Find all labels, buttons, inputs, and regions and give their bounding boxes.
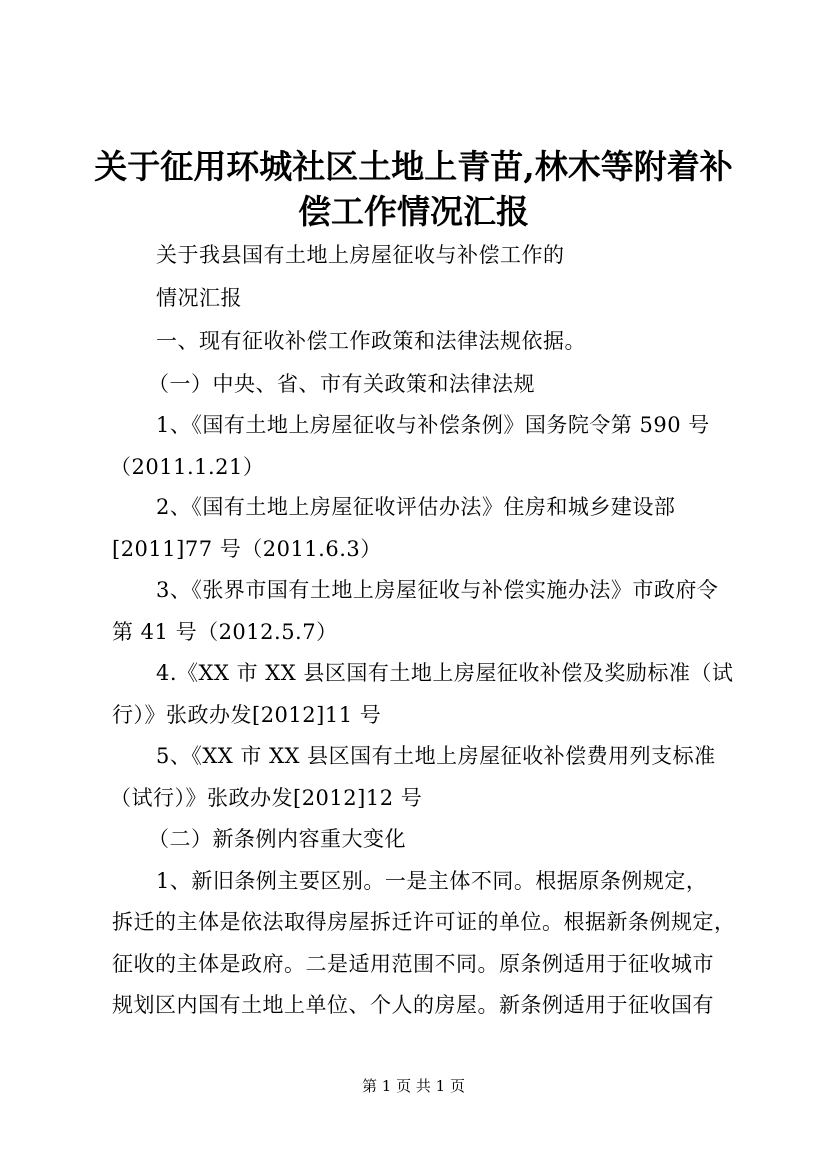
body-line-6: （2011.1.21）: [110, 455, 265, 479]
subsection-heading-1: （一）中央、省、市有关政策和法律法规: [148, 372, 535, 396]
body-line-7: 2、《国有土地上房屋征收评估办法》住房和城乡建设部: [156, 495, 676, 519]
body-line-19: 规划区内国有土地上单位、个人的房屋。新条例适用于征收国有: [112, 993, 714, 1017]
body-line-10: 第 41 号（2012.5.7）: [112, 620, 338, 644]
body-line-14: （试行）》张政办发[2012]12 号: [110, 786, 423, 810]
body-line-12: 行）》张政办发[2012]11 号: [112, 703, 382, 727]
body-line-16: 1、新旧条例主要区别。一是主体不同。根据原条例规定，: [156, 869, 708, 893]
body-line-1: 关于我县国有土地上房屋征收与补偿工作的: [156, 243, 565, 267]
document-title-line-1: 关于征用环城社区土地上青苗,林木等附着补: [94, 147, 733, 186]
body-line-11: 4.《XX 市 XX 县区国有土地上房屋征收补偿及奖励标准（试: [156, 661, 734, 685]
section-heading-1: 一、现有征收补偿工作政策和法律法规依据。: [156, 329, 586, 353]
body-line-2: 情况汇报: [156, 286, 242, 310]
body-line-13: 5、《XX 市 XX 县区国有土地上房屋征收补偿费用列支标准: [156, 744, 716, 768]
body-line-18: 征收的主体是政府。二是适用范围不同。原条例适用于征收城市: [112, 952, 714, 976]
body-line-17: 拆迁的主体是依法取得房屋拆迁许可证的单位。根据新条例规定，: [112, 910, 736, 934]
page-footer: 第 1 页 共 1 页: [362, 1077, 465, 1095]
body-line-9: 3、《张界市国有土地上房屋征收与补偿实施办法》市政府令: [156, 578, 719, 602]
body-line-8: [2011]77 号（2011.6.3）: [112, 537, 382, 561]
subsection-heading-2: （二）新条例内容重大变化: [148, 827, 406, 851]
body-line-5: 1、《国有土地上房屋征收与补偿条例》国务院令第 590 号: [156, 413, 710, 437]
document-title-line-2: 偿工作情况汇报: [298, 192, 529, 231]
